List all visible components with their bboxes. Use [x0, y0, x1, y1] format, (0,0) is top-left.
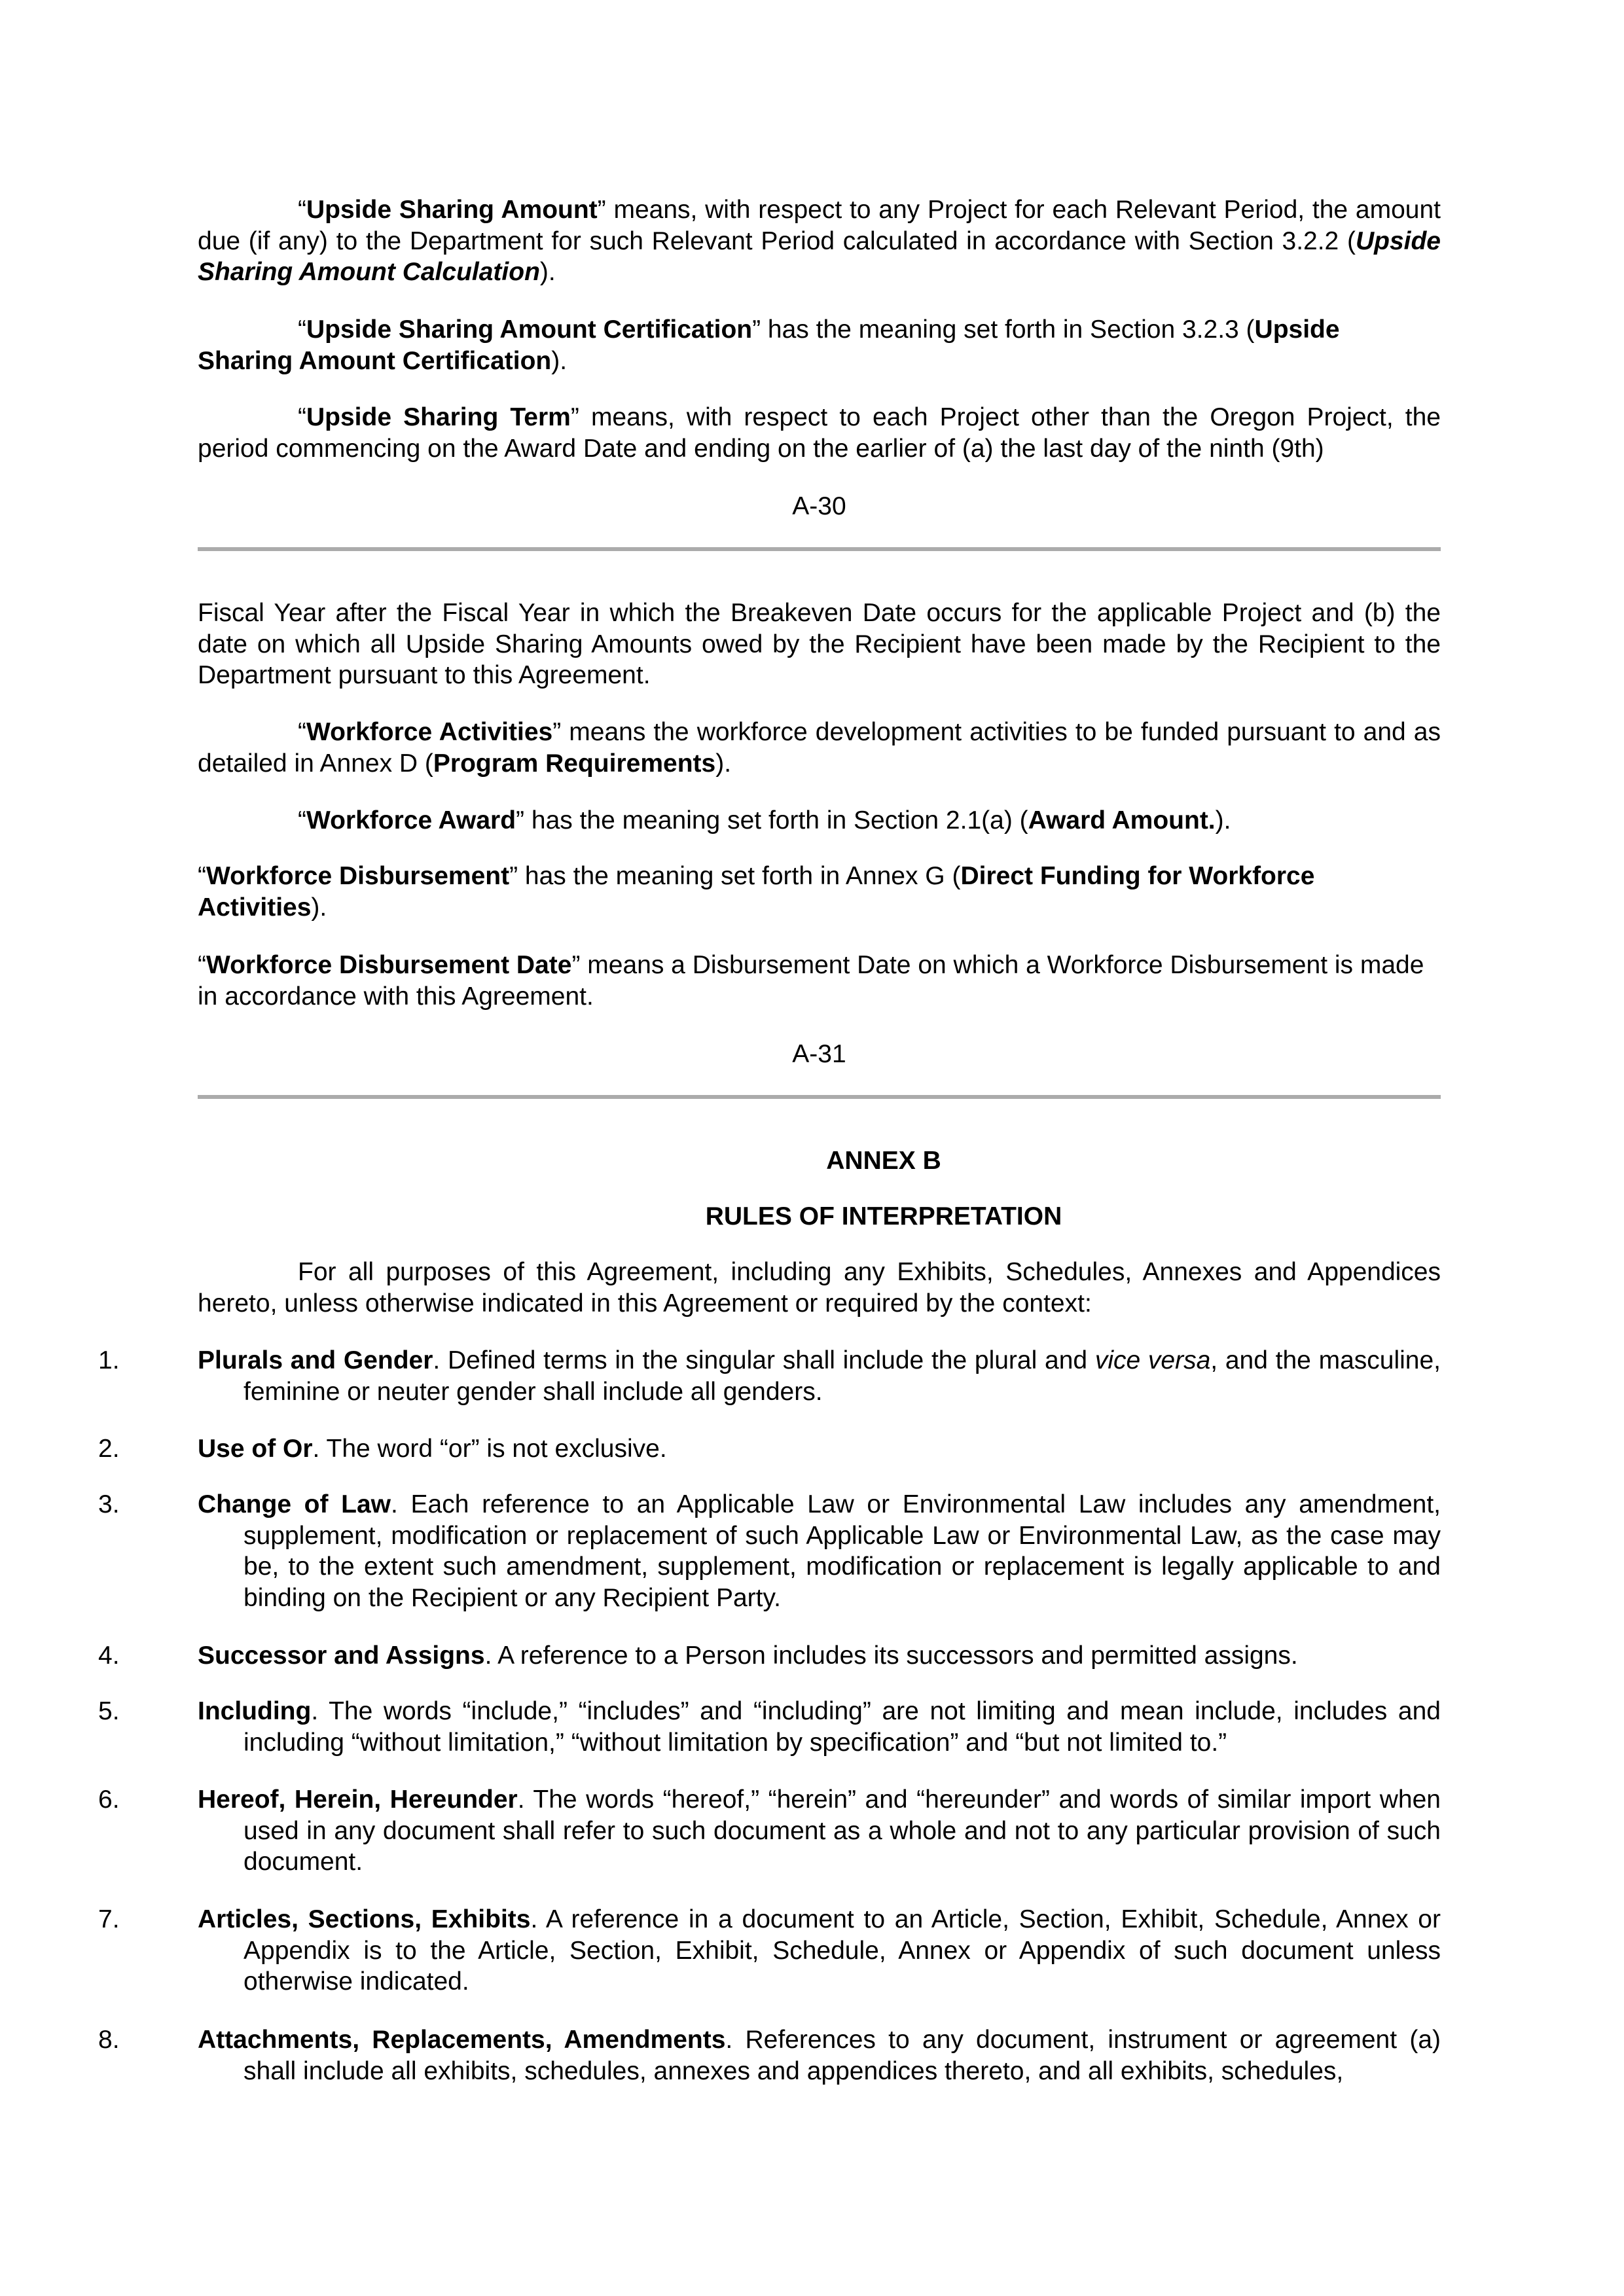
item-title: Articles, Sections, Exhibits — [198, 1905, 531, 1933]
list-item: 6. Hereof, Herein, Hereunder. The words “hereof,” “herein” and “hereunder” and words of similar import when used in any document shall refer to such document as a whole and not to any particular provision of such document. — [98, 1785, 1441, 1876]
item-number: 7. — [98, 1905, 120, 1933]
definition-upside-sharing-amount-certification: “Upside Sharing Amount Certification” has the meaning set forth in Section 3.2.3 (Upside Sharing Amount Certification). — [198, 315, 1340, 375]
defined-term: Upside Sharing Term — [306, 403, 571, 431]
defined-term: Workforce Disbursement Date — [206, 951, 572, 979]
definition-upside-sharing-amount: “Upside Sharing Amount” means, with respect to any Project for each Relevant Period, the amount due (if any) to the Department for such Relevant Period calculated in accordance with Section 3.2.2 (Upside Sharing Amount Calculation). — [198, 196, 1441, 286]
item-title: Change of Law — [198, 1490, 391, 1518]
list-item: 5. Including. The words “include,” “includes” and “including” are not limiting and mean include, includes and including “without limitation,” “without limitation by specification” and “but not limited to.” — [98, 1697, 1441, 1757]
item-number: 4. — [98, 1641, 120, 1670]
item-title: Successor and Assigns — [198, 1641, 485, 1670]
page-divider — [198, 1095, 1441, 1099]
item-number: 8. — [98, 2026, 120, 2054]
list-item: 8. Attachments, Replacements, Amendments. References to any document, instrument or agreement (a) shall include all exhibits, schedules, annexes and appendices thereto, and all exhibits, schedules, — [98, 2026, 1441, 2085]
item-number: 6. — [98, 1785, 120, 1814]
page-divider — [198, 547, 1441, 551]
section-reference: Award Amount. — [1028, 806, 1216, 834]
section-reference: Program Requirements — [433, 749, 716, 778]
section-reference: Upside Sharing Amount Certification — [198, 315, 1340, 375]
list-item: 4. Successor and Assigns. A reference to a Person includes its successors and permitted assigns. — [198, 1640, 1441, 1672]
item-title: Plurals and Gender — [198, 1346, 433, 1374]
defined-term: Workforce Activities — [306, 718, 553, 746]
defined-term: Upside Sharing Amount Certification — [306, 315, 753, 344]
annex-subtitle: RULES OF INTERPRETATION — [705, 1202, 1062, 1230]
definition-workforce-award: “Workforce Award” has the meaning set forth in Section 2.1(a) (Award Amount.). — [298, 806, 1231, 834]
item-number: 1. — [98, 1346, 120, 1374]
item-title: Use of Or — [198, 1435, 313, 1463]
item-number: 5. — [98, 1697, 120, 1725]
page-number: A-31 — [792, 1040, 846, 1068]
list-item: 3. Change of Law. Each reference to an Applicable Law or Environmental Law includes any amendment, supplement, modification or replacement of such Applicable Law or Environmental Law, as the case may be, to the extent such amendment, supplement, modification or replacement is legally applicable to and binding on the Recipient or any Recipient Party. — [98, 1490, 1441, 1612]
annex-title: ANNEX B — [826, 1147, 941, 1175]
list-item: 2. Use of Or. The word “or” is not exclusive. — [198, 1433, 1441, 1465]
page-number: A-30 — [792, 492, 846, 520]
item-number: 2. — [98, 1435, 120, 1463]
definition-workforce-activities: “Workforce Activities” means the workforce development activities to be funded pursuant to and as detailed in Annex D (Program Requirements). — [198, 718, 1441, 778]
definition-continuation: Fiscal Year after the Fiscal Year in which the Breakeven Date occurs for the applicable Project and (b) the date on which all Upside Sharing Amounts owed by the Recipient have been made by the Recipient to the Department pursuant to this Agreement. — [198, 599, 1441, 689]
defined-term: Upside Sharing Amount — [306, 196, 598, 224]
annex-intro: For all purposes of this Agreement, including any Exhibits, Schedules, Annexes and Appendices hereto, unless otherwise indicated in this Agreement or required by the context: — [198, 1258, 1441, 1318]
item-title: Including — [198, 1697, 312, 1725]
definition-workforce-disbursement-date: “Workforce Disbursement Date” means a Disbursement Date on which a Workforce Disbursement is made in accordance with this Agreement. — [198, 951, 1424, 1011]
defined-term: Workforce Award — [306, 806, 516, 834]
defined-term: Workforce Disbursement — [206, 862, 510, 890]
section-reference: Direct Funding for Workforce Activities — [198, 862, 1315, 922]
list-item: 7. Articles, Sections, Exhibits. A reference in a document to an Article, Section, Exhibit, Schedule, Annex or Appendix is to the Article, Section, Exhibit, Schedule, Annex or Appendix of such document unless otherwise indicated. — [98, 1905, 1441, 1996]
definition-upside-sharing-term: “Upside Sharing Term” means, with respect to each Project other than the Oregon Project, the period commencing on the Award Date and ending on the earlier of (a) the last day of the ninth (9th) — [198, 403, 1441, 463]
item-title: Attachments, Replacements, Amendments — [198, 2026, 726, 2054]
section-reference: Upside Sharing Amount Calculation — [198, 226, 1441, 286]
definition-workforce-disbursement: “Workforce Disbursement” has the meaning set forth in Annex G (Direct Funding for Workforce Activities). — [198, 862, 1315, 922]
item-title: Hereof, Herein, Hereunder — [198, 1785, 518, 1814]
item-number: 3. — [98, 1490, 120, 1518]
list-item: 1. Plurals and Gender. Defined terms in the singular shall include the plural and vice versa, and the masculine, feminine or neuter gender shall include all genders. — [98, 1346, 1441, 1406]
